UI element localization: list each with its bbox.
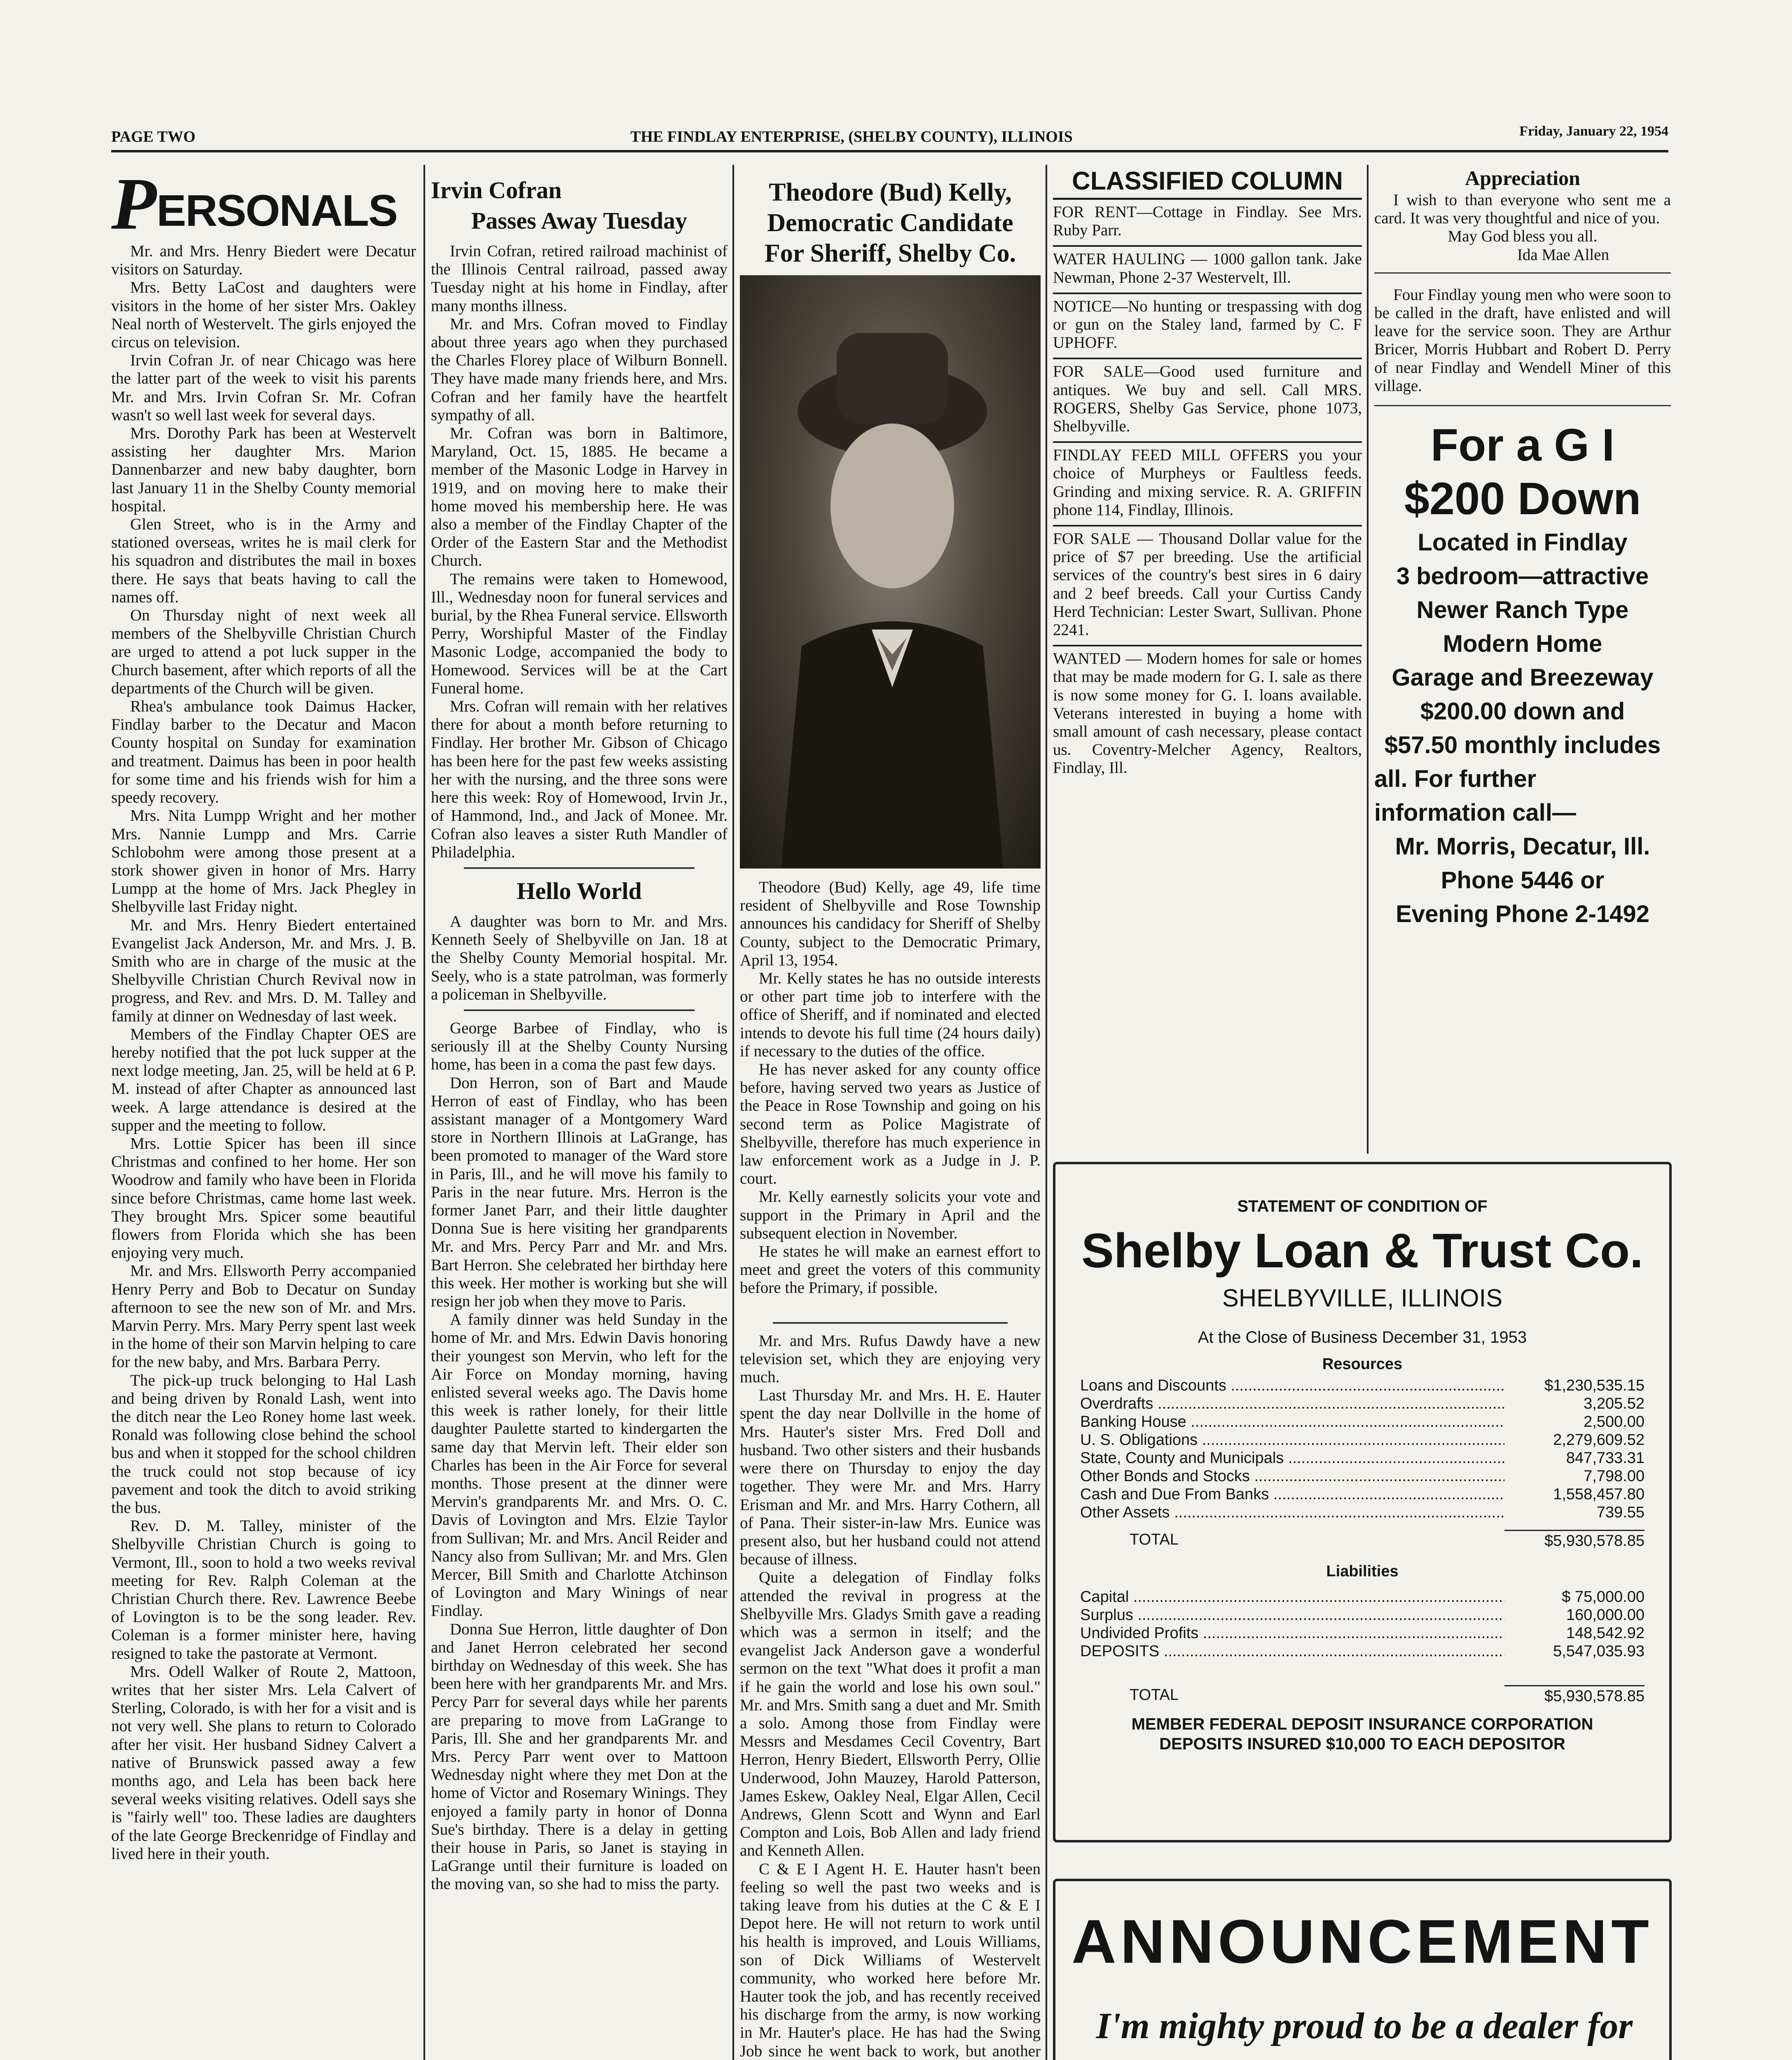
personals-paragraph: Mr. and Mrs. Ellsworth Perry accompanied Henry Perry and Bob to Decatur on Sunday afternoon to see the new son of Mr. and Mrs. Marvin Perry. Mrs. Mary Perry spent last week in the home of their son Marvin helping to care for the new baby, and Mrs. Barbara Perry. xyxy=(111,1262,416,1371)
news-paragraph: George Barbee of Findlay, who is seriously ill at the Shelby County Nursing home, has been in a coma the past few days. xyxy=(431,1019,728,1074)
news-paragraph: Mr. and Mrs. Rufus Dawdy have a new television set, which they are enjoying very much. xyxy=(740,1332,1041,1386)
draft-notice: Four Findlay young men who were soon to be called in the draft, have enlisted and will leave for the service soon. They are Arthur Bricer, Morris Hubbart and Robert D. Perry of near Findlay and Wendell Miner of this village. xyxy=(1374,286,1671,395)
news-paragraph: Last Thursday Mr. and Mrs. H. E. Hauter spent the day near Dollville in the home of Mrs. Hauter's sister Mrs. Fred Doll and husband. Two other sisters and their husbands were there on Thursday to enjoy the day together. They were Mr. and Mrs. Harry Erisman and Mr. and Mrs. Harry Cothern, all of Pana. Their sister-in-law Mrs. Eunice was present also, but her husband could not attend because of illness. xyxy=(740,1386,1041,1568)
divider xyxy=(1374,405,1671,406)
kelly-subhead: Democratic Candidate xyxy=(767,209,1013,237)
classified-ad: WATER HAULING — 1000 gallon tank. Jake Newman, Phone 2-37 Westervelt, Ill. xyxy=(1053,247,1362,294)
resource-row: Cash and Due From Banks ..... 1,558,457.80 xyxy=(1080,1485,1645,1503)
statement-date: At the Close of Business December 31, 1953 xyxy=(1198,1328,1527,1346)
gi-home-ad: For a G I $200 Down Located in Findlay 3 bedroom—attractive Newer Ranch Type Modern Home Garage and Breezeway $200.00 down and $57.50 monthly includes all. For further information call— Mr. Morris, Decatur, Ill. Phone 5446 or Evening Phone 2-1492 xyxy=(1374,420,1661,928)
announcement-script: I'm mighty proud to be a dealer for xyxy=(1096,2006,1633,2046)
kelly-paragraph: Theodore (Bud) Kelly, age 49, life time resident of Shelbyville and Rose Township announces his candidacy for Sheriff of Shelby County, subject to the Democratic Primary, April 13, 1954. xyxy=(740,878,1041,969)
divider xyxy=(464,867,695,871)
statement-kicker: STATEMENT OF CONDITION OF xyxy=(1237,1197,1488,1215)
fdic-note-2: DEPOSITS INSURED $10,000 TO EACH DEPOSITOR xyxy=(1159,1735,1565,1753)
liabilities-list xyxy=(1080,1588,1645,1706)
classified-ad: FINDLAY FEED MILL OFFERS you your choice of Murpheys or Faultless feeds. Grinding and mixing service. R. A. GRIFFIN phone 114, Findlay, Illinois. xyxy=(1053,443,1362,527)
news-paragraph: A family dinner was held Sunday in the home of Mr. and Mrs. Edwin Davis honoring their youngest son Mervin, who left for the Air Force on Monday morning, having enlisted several weeks ago. The Davis home this week is rather lonely, for their little daughter Paulette started to kindergarten the same day that Mervin left. Their elder son Charles has been in the Air Force for several months. Those present at the dinner were Mervin's grandparents Mr. and Mrs. O. C. Davis of Lovington and Mrs. Elzie Taylor from Sullivan; Mr. and Mrs. Ancil Reider and Nancy also from Sullivan; Mr. and Mrs. Glen Mercer, Bill Smith and Charlotte Atchinson of Lovington and Mary Winings of near Findlay. xyxy=(431,1311,728,1620)
personals-paragraph: Mrs. Nita Lumpp Wright and her mother Mrs. Nannie Lumpp and Mrs. Carrie Schlobohm were among those present at a stork shower given in honor of Mrs. Harry Lumpp at the home of Mrs. Jack Phegley in Shelbyville last Friday night. xyxy=(111,807,416,916)
personals-paragraph: Mrs. Odell Walker of Route 2, Mattoon, writes that her sister Mrs. Lela Calvert of Sterling, Colorado, is with her for a visit and is not very well. She plans to return to Colorado after her visit. Her husband Sidney Calvert a native of Brunswick passed away a few months ago, and Lela has been back here several weeks visiting relatives. Odell says she is "fairly well" too. These ladies are daughters of the late George Breckenridge of Findlay and lived here in their youth. xyxy=(111,1662,416,1863)
personals-paragraph: Rev. D. M. Talley, minister of the Shelbyville Christian Church is going to Vermont, Ill., soon to hold a two weeks revival meeting for Rev. Ralph Coleman at the Christian Church there. Rev. Lawrence Beebe of Lovington is to be the song leader. Rev. Coleman is a former minister here, having resigned to take the pastorate at Vermont. xyxy=(111,1517,416,1662)
classified-title: CLASSIFIED COLUMN xyxy=(1053,165,1362,200)
liabilities-heading: Liabilities xyxy=(1326,1563,1399,1580)
personals-column xyxy=(111,173,416,2060)
fdic-note: MEMBER FEDERAL DEPOSIT INSURANCE CORPORATION xyxy=(1131,1715,1593,1733)
column-rule xyxy=(1367,165,1369,1154)
divider xyxy=(773,1322,1008,1326)
column-rule xyxy=(1046,165,1047,2060)
cofran-headline: Irvin Cofran xyxy=(431,177,562,204)
resource-row: State, County and Municipals ..... 847,733.31 xyxy=(1080,1449,1645,1467)
column-rule xyxy=(732,165,734,2060)
bank-name: Shelby Loan & Trust Co. xyxy=(1081,1224,1643,1278)
issue-date: Friday, January 22, 1954 xyxy=(1519,124,1668,139)
kelly-headline: Theodore (Bud) Kelly, xyxy=(769,178,1012,206)
sign-post-illustration xyxy=(1055,2054,1669,2060)
classified-ad: FOR RENT—Cottage in Findlay. See Mrs. Ruby Parr. xyxy=(1053,200,1362,247)
resource-row: Other Assets ..... 739.55 xyxy=(1080,1503,1645,1522)
cofran-paragraph: Irvin Cofran, retired railroad machinist of the Illinois Central railroad, passed away Tuesday night at his home in Findlay, after many months illness. xyxy=(431,242,728,315)
personals-paragraph: Mrs. Betty LaCost and daughters were visitors in the home of her sister Mrs. Oakley Neal north of Westervelt. The girls enjoyed the circus on television. xyxy=(111,279,416,351)
notices-column xyxy=(1374,165,1671,1154)
personals-logo: P ERSONALS xyxy=(111,173,398,245)
kelly-paragraph: He states he will make an earnest effort to meet and greet the voters of this community before the Primary, if possible. xyxy=(740,1243,1041,1297)
resource-row: Overdrafts ..... 3,205.52 xyxy=(1080,1395,1645,1413)
classified-ad: WANTED — Modern homes for sale or homes that may be made modern for G. I. sale as there is now some money for G. I. loans available. Veterans interested in buying a home with small amount of cash necessary, please contact us. Coventry-Melcher Agency, Realtors, Findlay, Ill. xyxy=(1053,650,1362,777)
resource-row: Other Bonds and Stocks ..... 7,798.00 xyxy=(1080,1467,1645,1485)
liability-row: Surplus ..... 160,000.00 xyxy=(1080,1606,1645,1624)
liability-row: DEPOSITS ..... 5,547,035.93 xyxy=(1080,1642,1645,1660)
cofran-paragraph: Mrs. Cofran will remain with her relatives there for about a month before returning to Findlay. Her brother Mr. Gibson of Chicago has been here for the past few weeks assisting her with the nursing, and the three sons were here this week: Roy of Homewood, Irvin Jr., of Hammond, Ind., and Jack of Monee. Mr. Cofran also leaves a sister Ruth Mandler of Philadelphia. xyxy=(431,698,728,861)
appreciation-title: Appreciation xyxy=(1465,166,1580,190)
liability-row: Undivided Profits ..... 148,542.92 xyxy=(1080,1624,1645,1642)
hello-world-headline: Hello World xyxy=(517,877,642,904)
resources-list xyxy=(1080,1376,1645,1551)
personals-paragraph: Mrs. Dorothy Park has been at Westervelt assisting her daughter Mrs. Marion Dannenbarzer and new baby daughter, born last January 11 in the Shelby County memorial hospital. xyxy=(111,424,416,515)
kelly-column xyxy=(740,173,1041,2060)
cofran-paragraph: Mr. Cofran was born in Baltimore, Maryland, Oct. 15, 1885. He became a member of the Masonic Lodge in Harvey in 1919, and on moving here to make their home moved his membership here. He was also a member of the Findlay Chapter of the Order of the Eastern Star and the Methodist Church. xyxy=(431,424,728,570)
resources-heading: Resources xyxy=(1322,1355,1403,1373)
kelly-paragraph: He has never asked for any county office before, having served two years as Justice of the Peace in Rose Township and going on his second term as Police Magistrate of Shelbyville, therefore has much experience in law enforcement work as a Judge in J. P. court. xyxy=(740,1060,1041,1188)
news-paragraph: Donna Sue Herron, little daughter of Don and Janet Herron celebrated her second birthday on Wednesday of this week. She has been here with her grandparents Mr. and Mrs. Percy Parr for several days while her parents are preparing to move from LaGrange to Paris, Ill. She and her grandparents Mr. and Mrs. Percy Parr went over to Mattoon Wednesday night where they met Don at the home of Victor and Rosemary Winings. They enjoyed a family party in honor of Donna Sue's birthday. There is a delay in getting their house in Paris, so Janet is staying in LaGrange until their furniture is loaded on the moving van, so she had to miss the party. xyxy=(431,1620,728,1893)
cofran-paragraph: Mr. and Mrs. Cofran moved to Findlay about three years ago when they purchased the Charles Florey place of Wilburn Bonnell. They have made many friends here, and Mrs. Cofran and her family have the heartfelt sympathy of all. xyxy=(431,315,728,424)
liability-row: Capital ..... $ 75,000.00 xyxy=(1080,1588,1645,1606)
classified-ad: NOTICE—No hunting or trespassing with dog or gun on the Staley land, farmed by C. F UPHOFF. xyxy=(1053,294,1362,360)
page-number: PAGE TWO xyxy=(111,128,196,145)
announcement-title: ANNOUNCEMENT xyxy=(1071,1907,1653,1976)
personals-paragraph: Rhea's ambulance took Daimus Hacker, Findlay barber to the Decatur and Macon County hospital on Sunday for examination and treatment. Daimus has been in poor health for some time and his friends wish for him a speedy recovery. xyxy=(111,698,416,807)
resources-total-row: TOTAL $5,930,578.85 xyxy=(1080,1530,1645,1551)
column-rule xyxy=(423,165,425,2060)
divider xyxy=(1374,272,1671,274)
personals-paragraph: Members of the Findlay Chapter OES are hereby notified that the pot luck supper at the next lodge meeting, Jan. 25, will be held at 6 P. M. instead of after Chapter as announced last week. A large attendance is desired at the supper and the meeting to follow. xyxy=(111,1025,416,1134)
personals-paragraph: The pick-up truck belonging to Hal Lash and being driven by Ronald Lash, went into the ditch near the Leo Roney home last week. Ronald was following close behind the school bus and when it stopped for the school children the truck could not stop because of icy pavement and took the ditch to avoid striking the bus. xyxy=(111,1371,416,1517)
personals-paragraph: Mr. and Mrs. Henry Biedert entertained Evangelist Jack Anderson, Mr. and Mrs. J. B. Smith who are in charge of the music at the Shelbyville Christian Church Revival now in progress, and Rev. and Mrs. D. M. Talley and family at dinner on Wednesday of last week. xyxy=(111,916,416,1025)
kelly-paragraph: Mr. Kelly earnestly solicits your vote and support in the Primary in April and the subsequent election in November. xyxy=(740,1188,1041,1242)
personals-paragraph: Irvin Cofran Jr. of near Chicago was here the latter part of the week to visit his parents Mr. and Mrs. Irvin Cofran Sr. Mr. Cofran wasn't so well last week for several days. xyxy=(111,351,416,424)
masthead-rule xyxy=(111,150,1668,152)
classified-column xyxy=(1053,165,1362,1145)
kelly-paragraph: Mr. Kelly states he has no outside interests or other part time job to interfere with the office of Sheriff, and if nominated and elected intends to devote his full time (24 hours daily) if necessary to the duties of the office. xyxy=(740,969,1041,1060)
resource-row: U. S. Obligations ..... 2,279,609.52 xyxy=(1080,1431,1645,1449)
ruhms-announcement-ad xyxy=(1053,1879,1672,2060)
personals-paragraph: Mr. and Mrs. Henry Biedert were Decatur visitors on Saturday. xyxy=(111,242,416,279)
news-paragraph: Quite a delegation of Findlay folks attended the revival in progress at the Shelbyville Mrs. Gladys Smith gave a reading which was a sermon in itself; and the evangelist Jack Anderson gave a wonderful sermon on the text "What does it profit a man if he gain the world and lose his own soul." Mr. and Mrs. Smith sang a duet and Mr. Smith a solo. Among those from Findlay were Messrs and Mesdames Cecil Coventry, Bart Herron, Henry Biedert, Ellsworth Perry, Ollie Underwood, John Mauzey, Harold Patterson, James Eskew, Oakley Neal, Elgar Allen, Cecil Andrews, Glenn Scott and Wynn and Earl Compton and Lois, Bob Allen and lady friend and Kenneth Allen. xyxy=(740,1568,1041,1860)
paper-name: THE FINDLAY ENTERPRISE, (SHELBY COUNTY), ILLINOIS xyxy=(630,128,1073,145)
kelly-portrait-photo xyxy=(740,275,1041,868)
resource-row: Banking House ..... 2,500.00 xyxy=(1080,1413,1645,1431)
kelly-subhead-2: For Sheriff, Shelby Co. xyxy=(764,239,1016,267)
personals-paragraph: Glen Street, who is in the Army and stationed overseas, writes he is mail clerk for his squadron and distributes the mail in boxes there. He says that beats having to call the names off. xyxy=(111,515,416,606)
personals-paragraph: Mrs. Lottie Spicer has been ill since Christmas and confined to her home. Her son Woodrow and family who have been in Florida since before Christmas, came home last week. They brought Mrs. Spicer some beautiful flowers from Florida which she has been enjoying very much. xyxy=(111,1134,416,1262)
news-paragraph: C & E I Agent H. E. Hauter hasn't been feeling so well the past two weeks and is taking leave from his duties at the C & E I Depot here. He will not return to work until his health is improved, and Louis Williams, son of Dick Williams of Westervelt community, who worked here before Mr. Hauter took the job, and has recently received his discharge from the army, is now working in Mr. Hauter's place. He has had the Swing Job since he went back to work, but another xyxy=(740,1860,1041,2060)
bank-statement-ad xyxy=(1053,1162,1672,1842)
cofran-paragraph: The remains were taken to Homewood, Ill., Wednesday noon for funeral services and burial, by the Rhea Funeral service. Ellsworth Perry, Worshipful Master of the Findlay Masonic Lodge, accompanied the body to Homewood. Services will be at the Cart Funeral home. xyxy=(431,570,728,697)
news-paragraph: Don Herron, son of Bart and Maude Herron of east of Findlay, who has been assistant manager of a Montgomery Ward store in Northern Illinois at LaGrange, has been promoted to manager of the Ward store in Paris, Ill., and he will move his family to Paris in the near future. Mrs. Herron is the former Janet Parr, and their little daughter Donna Sue is here visiting her grandparents Mr. and Mrs. Percy Parr and Mr. and Mrs. Bart Herron. She celebrated her birthday here this week. Her mother is working but she will resign her job when they move to Paris. xyxy=(431,1074,728,1310)
personals-paragraph: On Thursday night of next week all members of the Shelbyville Christian Church are urged to attend a pot luck supper in the Church basement, after which reports of all the departments of the Church will be given. xyxy=(111,606,416,697)
divider xyxy=(464,1009,695,1014)
cofran-subhead: Passes Away Tuesday xyxy=(471,207,688,234)
hello-paragraph: A daughter was born to Mr. and Mrs. Kenneth Seely of Shelbyville on Jan. 18 at the Shelby County Memorial hospital. Mr. Seely, who is a state patrolman, was formerly a policeman in Shelbyville. xyxy=(431,912,728,1003)
resource-row: Loans and Discounts ..... $1,230,535.15 xyxy=(1080,1376,1645,1395)
bank-city: SHELBYVILLE, ILLINOIS xyxy=(1222,1284,1503,1312)
cofran-column xyxy=(431,173,728,2060)
classified-ad: FOR SALE — Thousand Dollar value for the price of $7 per breeding. Use the artificial services of the country's best sires in 6 dairy and 2 beef breeds. Call your Curtiss Candy Herd Technician: Lester Swart, Sullivan. Phone 2241. xyxy=(1053,527,1362,646)
liabilities-total-row: TOTAL $5,930,578.85 xyxy=(1080,1685,1645,1706)
appreciation-notice: Appreciation I wish to than everyone who sent me a card. It was very thoughtful and nice of you. May God bless you all. Ida Mae Allen xyxy=(1374,165,1671,264)
classified-ad: FOR SALE—Good used furniture and antiques. We buy and sell. Call MRS. ROGERS, Shelby Gas Service, phone 1073, Shelbyville. xyxy=(1053,359,1362,443)
masthead xyxy=(111,124,1668,148)
portrait-illustration xyxy=(740,275,1041,868)
